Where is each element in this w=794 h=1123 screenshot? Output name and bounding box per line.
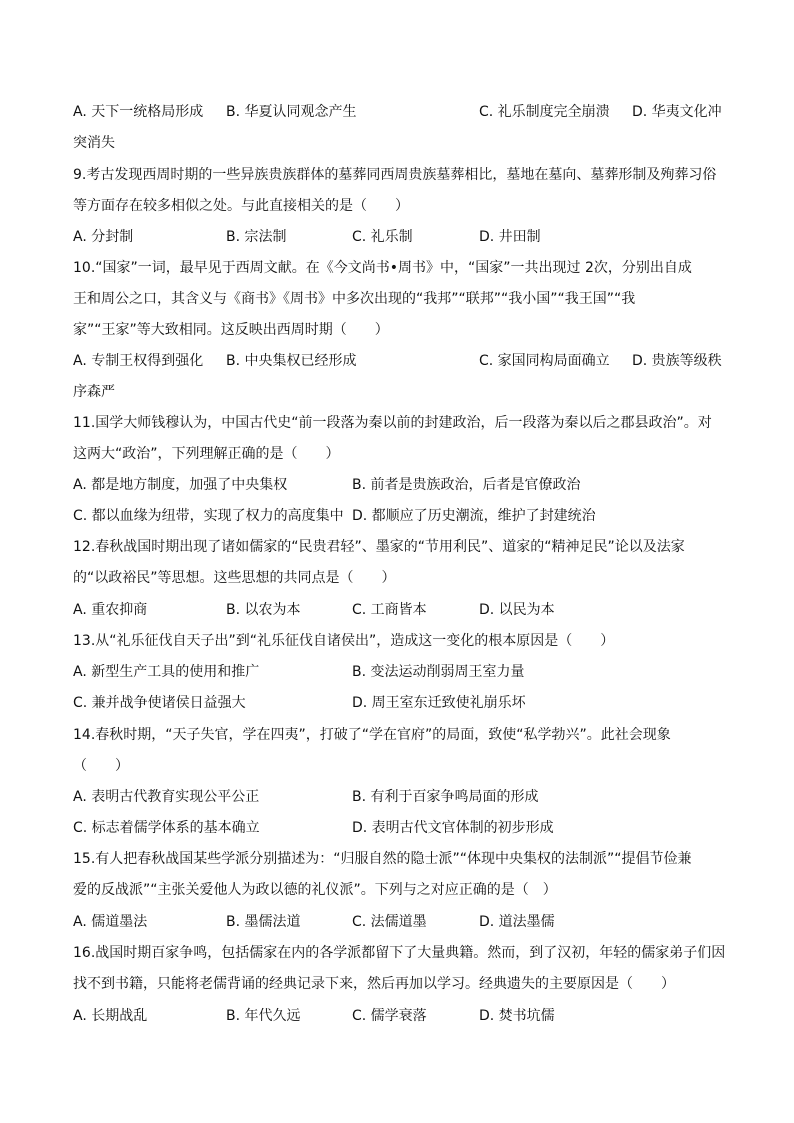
q9-option-b: B. 宗法制 <box>226 229 287 245</box>
q12-option-d: D. 以民为本 <box>479 602 555 618</box>
q15-option-a: A. 儒道墨法 <box>73 914 148 930</box>
q13-option-a: A. 新型生产工具的使用和推广 <box>73 664 260 680</box>
q16-option-a: A. 长期战乱 <box>73 1008 148 1024</box>
q10-option-d-continued: 序森严 <box>73 384 115 400</box>
q10-stem-line-1: 10.“国家”一词，最早见于西周文献。在《今文尚书•周书》中，“国家”一共出现过 2次，分别出自成 <box>73 260 692 276</box>
q11-stem-line-1: 11.国学大师钱穆认为，中国古代史“前一段落为秦以前的封建政治，后一段落为秦以后之郡县政治”。对 <box>73 415 712 431</box>
q13-option-c: C. 兼并战争使诸侯日益强大 <box>73 695 246 711</box>
q12-option-b: B. 以农为本 <box>226 602 301 618</box>
q8-option-c: C. 礼乐制度完全崩溃 <box>479 104 610 120</box>
q9-stem-line-1: 9.考古发现西周时期的一些异族贵族群体的墓葬同西周贵族墓葬相比，墓地在墓向、墓葬形制及殉葬习俗 <box>73 167 717 183</box>
q11-option-b: B. 前者是贵族政治，后者是官僚政治 <box>352 477 581 493</box>
q15-option-b: B. 墨儒法道 <box>226 914 301 930</box>
q12-option-c: C. 工商皆本 <box>352 602 427 618</box>
q16-option-b: B. 年代久远 <box>226 1008 301 1024</box>
q10-option-d: D. 贵族等级秩 <box>632 353 722 369</box>
q14-option-b: B. 有利于百家争鸣局面的形成 <box>352 789 539 805</box>
q14-option-a: A. 表明古代教育实现公平公正 <box>73 789 260 805</box>
q14-option-c: C. 标志着儒学体系的基本确立 <box>73 820 260 836</box>
q13-option-b: B. 变法运动削弱周王室力量 <box>352 664 525 680</box>
q9-option-a: A. 分封制 <box>73 229 134 245</box>
q9-option-d: D. 井田制 <box>479 229 541 245</box>
q11-option-a: A. 都是地方制度，加强了中央集权 <box>73 477 288 493</box>
q16-stem-line-2: 找不到书籍，只能将老儒背诵的经典记录下来，然后再加以学习。经典遗失的主要原因是（ ） <box>73 976 675 992</box>
q16-option-c: C. 儒学衰落 <box>352 1008 427 1024</box>
q14-stem-line-2: （ ） <box>73 758 129 774</box>
q15-option-c: C. 法儒道墨 <box>352 914 427 930</box>
q8-option-d-continued: 突消失 <box>73 135 115 151</box>
q10-option-b: B. 中央集权已经形成 <box>226 353 357 369</box>
q8-option-b: B. 华夏认同观念产生 <box>226 104 357 120</box>
q9-option-c: C. 礼乐制 <box>352 229 413 245</box>
q15-stem-line-1: 15.有人把春秋战国某些学派分别描述为：“归服自然的隐士派”“体现中央集权的法制派”“提倡节俭兼 <box>73 851 692 867</box>
q9-stem-line-2: 等方面存在较多相似之处。与此直接相关的是（ ） <box>73 198 409 214</box>
q10-stem-line-3: 家”“王家”等大致相同。这反映出西周时期（ ） <box>73 322 389 338</box>
q13-option-d: D. 周王室东迁致使礼崩乐坏 <box>352 695 526 711</box>
q12-stem-line-2: 的“以政裕民”等思想。这些思想的共同点是（ ） <box>73 570 396 586</box>
q15-option-d: D. 道法墨儒 <box>479 914 555 930</box>
q8-option-d: D. 华夷文化冲 <box>632 104 722 120</box>
q8-option-a: A. 天下一统格局形成 <box>73 104 204 120</box>
q14-stem-line-1: 14.春秋时期，“天子失官，学在四夷”，打破了“学在官府”的局面，致使“私学勃兴”。此社会现象 <box>73 727 671 743</box>
q12-stem-line-1: 12.春秋战国时期出现了诸如儒家的“民贵君轻”、墨家的“节用利民”、道家的“精神足民”论以及法家 <box>73 539 685 555</box>
q10-stem-line-2: 王和周公之口，其含义与《商书》《周书》中多次出现的“我邦”“联邦”“我小国”“我王国”“我 <box>73 291 636 307</box>
q12-option-a: A. 重农抑商 <box>73 602 148 618</box>
q15-stem-line-2: 爱的反战派”“主张关爱他人为政以德的礼仪派”。下列与之对应正确的是（ ） <box>73 882 557 898</box>
q16-option-d: D. 焚书坑儒 <box>479 1008 555 1024</box>
q10-option-a: A. 专制王权得到强化 <box>73 353 204 369</box>
q11-stem-line-2: 这两大“政治”，下列理解正确的是（ ） <box>73 446 340 462</box>
q11-option-c: C. 都以血缘为纽带，实现了权力的高度集中 <box>73 508 344 524</box>
q13-stem-line-1: 13.从“礼乐征伐自天子出”到“礼乐征伐自诸侯出”，造成这一变化的根本原因是（ ） <box>73 633 615 649</box>
q14-option-d: D. 表明古代文官体制的初步形成 <box>352 820 554 836</box>
q10-option-c: C. 家国同构局面确立 <box>479 353 610 369</box>
q16-stem-line-1: 16.战国时期百家争鸣，包括儒家在内的各学派都留下了大量典籍。然而，到了汉初，年轻的儒家弟子们因 <box>73 945 726 961</box>
q11-option-d: D. 都顺应了历史潮流，维护了封建统治 <box>352 508 596 524</box>
